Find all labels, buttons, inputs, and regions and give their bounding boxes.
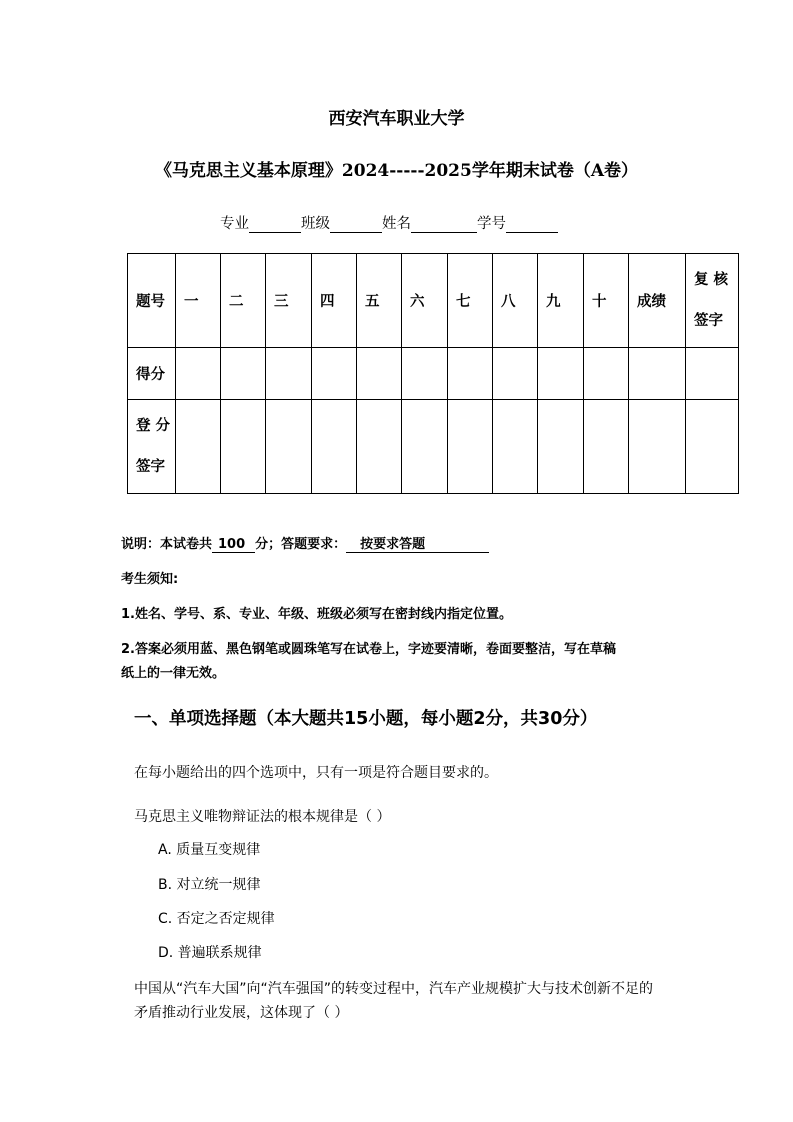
total-score: 100 (212, 537, 255, 553)
score-cell[interactable] (402, 348, 448, 400)
exam-explanation (121, 533, 489, 553)
question-1-option-b[interactable]: B. 对立统一规律 (158, 877, 261, 893)
score-cell[interactable] (176, 348, 221, 400)
class-label: 班级 (301, 216, 330, 232)
column-header: 九 (538, 254, 584, 348)
section1-heading: 一、单项选择题（本大题共15小题，每小题2分，共30分） (134, 709, 598, 729)
instruction-1: 1.姓名、学号、系、专业、年级、班级必须写在密封线内指定位置。 (121, 607, 512, 622)
score-cell[interactable] (584, 348, 629, 400)
signature-cell[interactable] (493, 400, 538, 494)
score-cell[interactable] (493, 348, 538, 400)
major-blank[interactable] (249, 216, 301, 233)
name-label: 姓名 (382, 216, 411, 232)
score-cell[interactable] (448, 348, 493, 400)
signature-cell[interactable] (686, 400, 739, 494)
question-1-option-a[interactable]: A. 质量互变规律 (158, 842, 261, 858)
question-1-stem: 马克思主义唯物辩证法的根本规律是（ ） (134, 809, 391, 825)
signature-cell[interactable] (629, 400, 686, 494)
instruction-2-line2: 纸上的一律无效。 (121, 666, 226, 681)
column-header: 六 (402, 254, 448, 348)
review-line1: 复 核 (694, 271, 729, 288)
score-cell[interactable] (266, 348, 312, 400)
signature-cell[interactable] (266, 400, 312, 494)
exam-title: 《马克思主义基本原理》2024-----2025学年期末试卷（A卷） (154, 161, 639, 181)
score-cell[interactable] (629, 348, 686, 400)
signature-cell[interactable] (584, 400, 629, 494)
score-cell[interactable] (357, 348, 402, 400)
question-1-option-c[interactable]: C. 否定之否定规律 (158, 911, 275, 927)
column-header: 十 (584, 254, 629, 348)
question-number-row (128, 254, 739, 348)
student-id-blank[interactable] (506, 216, 558, 233)
signature-cell[interactable] (357, 400, 402, 494)
signature-cell[interactable] (402, 400, 448, 494)
register-line2: 签字 (136, 458, 165, 475)
answer-requirement: 按要求答题 (346, 533, 489, 553)
review-line2: 签字 (694, 312, 723, 329)
register-line1: 登 分 (136, 417, 171, 434)
instructions-title: 考生须知: (121, 572, 179, 587)
column-header: 一 (176, 254, 221, 348)
university-name: 西安汽车职业大学 (328, 109, 465, 129)
question-number-label: 题号 (128, 254, 176, 348)
score-table (127, 253, 739, 494)
question-2-stem-line2: 矛盾推动行业发展，这体现了（ ） (134, 1005, 349, 1021)
register-row (128, 400, 739, 494)
major-label: 专业 (220, 216, 249, 232)
signature-cell[interactable] (176, 400, 221, 494)
explain-prefix: 说明：本试卷共 (121, 537, 213, 552)
review-signature-header (686, 254, 739, 348)
score-cell[interactable] (312, 348, 357, 400)
signature-cell[interactable] (538, 400, 584, 494)
column-header: 八 (493, 254, 538, 348)
signature-cell[interactable] (312, 400, 357, 494)
explain-mid: 分；答题要求： (255, 537, 347, 552)
score-cell[interactable] (686, 348, 739, 400)
column-header: 四 (312, 254, 357, 348)
question-2-stem-line1: 中国从“汽车大国”向“汽车强国”的转变过程中，汽车产业规模扩大与技术创新不足的 (134, 981, 654, 997)
score-cell[interactable] (221, 348, 266, 400)
score-cell[interactable] (538, 348, 584, 400)
score-row (128, 348, 739, 400)
student-id-label: 学号 (477, 216, 506, 232)
column-header: 七 (448, 254, 493, 348)
score-row-label: 得分 (128, 348, 176, 400)
name-blank[interactable] (411, 216, 477, 233)
signature-cell[interactable] (221, 400, 266, 494)
column-header: 二 (221, 254, 266, 348)
column-header: 五 (357, 254, 402, 348)
instruction-2-line1: 2.答案必须用蓝、黑色钢笔或圆珠笔写在试卷上，字迹要清晰，卷面要整洁，写在草稿 (121, 642, 616, 657)
column-header: 三 (266, 254, 312, 348)
question-1-option-d[interactable]: D. 普遍联系规律 (158, 945, 262, 961)
column-header-total: 成绩 (629, 254, 686, 348)
register-signature-label (128, 400, 176, 494)
student-info-line (220, 212, 558, 233)
signature-cell[interactable] (448, 400, 493, 494)
class-blank[interactable] (330, 216, 382, 233)
section1-intro: 在每小题给出的四个选项中，只有一项是符合题目要求的。 (134, 765, 498, 781)
